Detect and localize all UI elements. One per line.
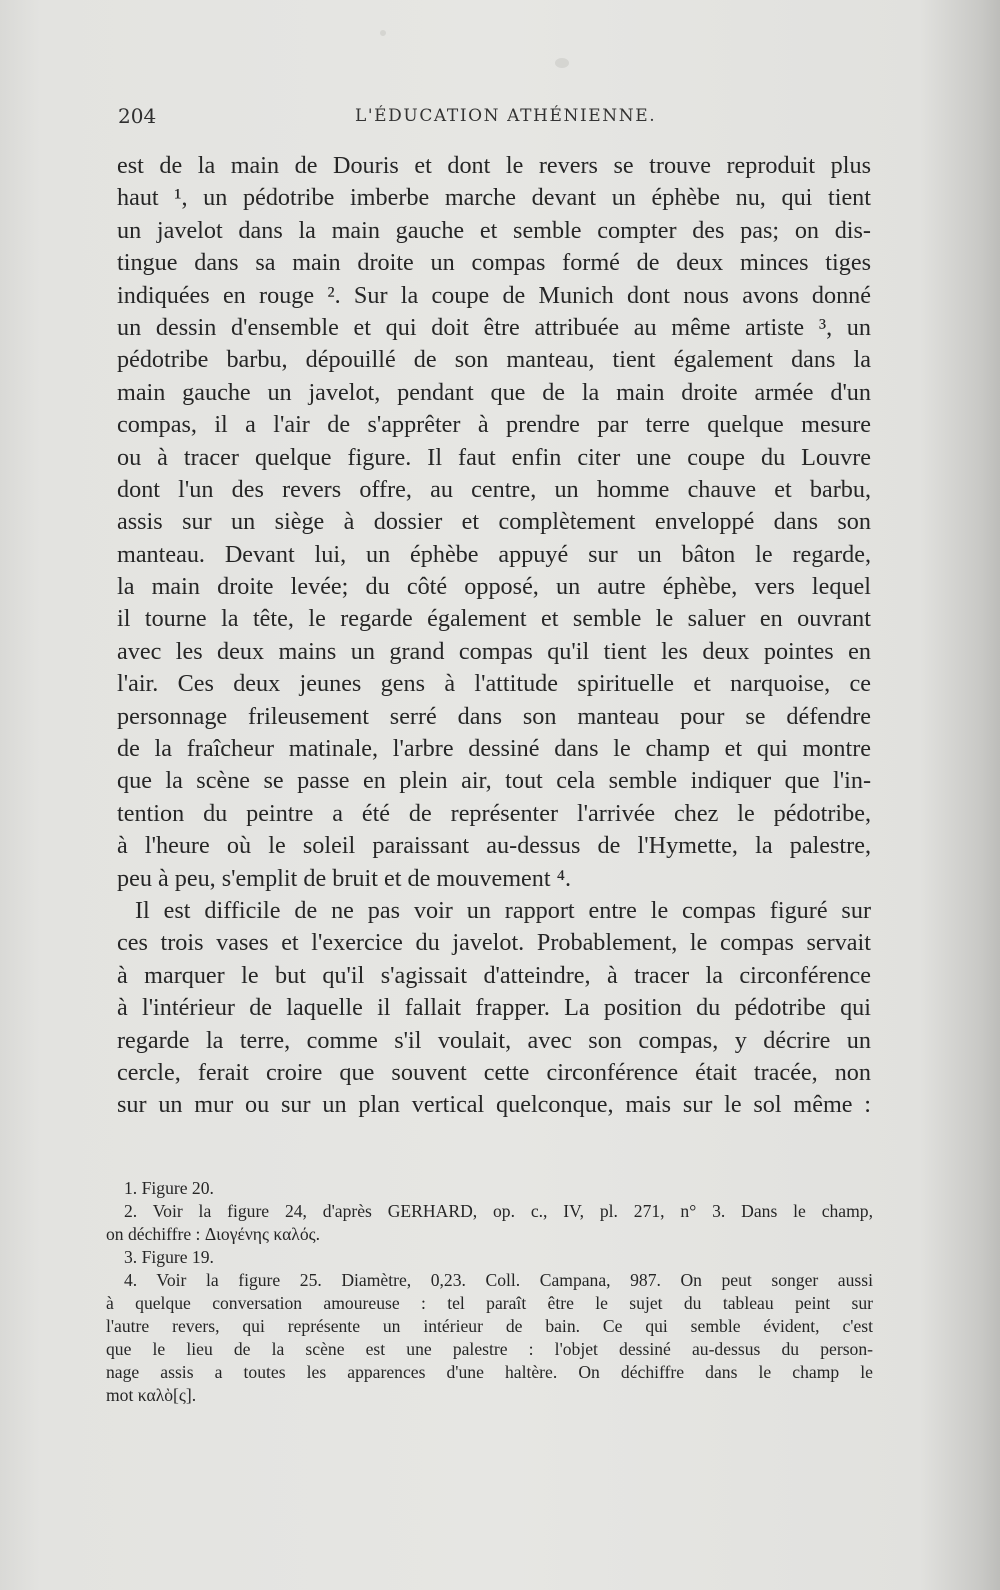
- text-line: avec les deux mains un grand compas qu'il tient les deux pointes en: [117, 637, 871, 665]
- paper-smudge: [555, 58, 569, 68]
- text-line: la main droite levée; du côté opposé, un autre éphèbe, vers lequel: [117, 573, 871, 601]
- text-line: que la scène se passe en plein air, tout cela semble indiquer que l'in-: [117, 767, 871, 795]
- footnote-4: 4. Voir la figure 25. Diamètre, 0,23. Coll. Campana, 987. On peut songer aussi: [124, 1270, 873, 1290]
- text-line: sur un mur ou sur un plan vertical quelconque, mais sur le sol même :: [117, 1091, 871, 1119]
- text-line-paragraph-start: Il est difficile de ne pas voir un rapport entre le compas figuré sur: [135, 896, 871, 924]
- text-line-paragraph-end: peu à peu, s'emplit de bruit et de mouvement ⁴.: [117, 864, 572, 892]
- text-line: à marquer le but qu'il s'agissait d'atteindre, à tracer la circonférence: [117, 961, 871, 989]
- footnote-4-continued: que le lieu de la scène est une palestre : l'objet dessiné au-dessus du person-: [106, 1339, 873, 1359]
- running-title: L'ÉDUCATION ATHÉNIENNE.: [355, 106, 657, 126]
- text-line: ou à tracer quelque figure. Il faut enfin citer une coupe du Louvre: [117, 443, 871, 471]
- text-line: un dessin d'ensemble et qui doit être attribuée au même artiste ³, un: [117, 313, 871, 341]
- running-head: [118, 104, 878, 130]
- text-line: pédotribe barbu, dépouillé de son manteau, tient également dans la: [117, 346, 871, 374]
- page-number: 204: [118, 104, 157, 128]
- text-line: à l'heure où le soleil paraissant au-dessus de l'Hymette, la palestre,: [117, 832, 871, 860]
- text-line: un javelot dans la main gauche et semble compter des pas; on dis-: [117, 216, 871, 244]
- text-line: il tourne la tête, le regarde également et semble le saluer en ouvrant: [117, 605, 871, 633]
- text-line: ces trois vases et l'exercice du javelot. Probablement, le compas servait: [117, 929, 871, 957]
- text-line: de la fraîcheur matinale, l'arbre dessiné dans le champ et qui montre: [117, 735, 871, 763]
- body-text: [117, 150, 871, 1122]
- text-line: à l'intérieur de laquelle il fallait frapper. La position du pédotribe qui: [117, 994, 871, 1022]
- footnote-1: 1. Figure 20.: [124, 1178, 214, 1198]
- text-line: main gauche un javelot, pendant que de la main droite armée d'un: [117, 378, 871, 406]
- footnote-4-continued: à quelque conversation amoureuse : tel paraît être le sujet du tableau peint sur: [106, 1293, 873, 1313]
- text-line: regarde la terre, comme s'il voulait, avec son compas, y décrire un: [117, 1026, 871, 1054]
- footnote-2: 2. Voir la figure 24, d'après GERHARD, op. c., IV, pl. 271, n° 3. Dans le champ,: [124, 1201, 873, 1221]
- footnote-3: 3. Figure 19.: [124, 1247, 214, 1267]
- text-line: l'air. Ces deux jeunes gens à l'attitude spirituelle et narquoise, ce: [117, 670, 871, 698]
- text-line: est de la main de Douris et dont le revers se trouve reproduit plus: [117, 152, 871, 179]
- footnotes: [106, 1177, 873, 1407]
- text-line: dont l'un des revers offre, au centre, un homme chauve et barbu,: [117, 475, 871, 503]
- text-line: tention du peintre a été de représenter l'arrivée chez le pédotribe,: [117, 799, 871, 827]
- text-line: indiquées en rouge ². Sur la coupe de Munich dont nous avons donné: [117, 281, 871, 309]
- text-line: compas, il a l'air de s'apprêter à prendre par terre quelque mesure: [117, 411, 871, 439]
- footnote-4-continued: nage assis a toutes les apparences d'une haltère. On déchiffre dans le champ le: [106, 1362, 873, 1382]
- text-line: personnage frileusement serré dans son manteau pour se défendre: [117, 702, 871, 730]
- text-line: manteau. Devant lui, un éphèbe appuyé sur un bâton le regarde,: [117, 540, 871, 568]
- text-line: cercle, ferait croire que souvent cette circonférence était tracée, non: [117, 1058, 871, 1086]
- footnote-4-continued: mot καλὸ[ς].: [106, 1385, 197, 1405]
- paper-smudge: [380, 30, 386, 36]
- text-line: tingue dans sa main droite un compas formé de deux minces tiges: [117, 249, 871, 277]
- text-line: assis sur un siège à dossier et complètement enveloppé dans son: [117, 508, 871, 536]
- footnote-2-continued: on déchiffre : Διογένης καλός.: [106, 1224, 320, 1244]
- footnote-4-continued: l'autre revers, qui représente un intérieur de bain. Ce qui semble évident, c'est: [106, 1316, 873, 1336]
- text-line: haut ¹, un pédotribe imberbe marche devant un éphèbe nu, qui tient: [117, 184, 871, 212]
